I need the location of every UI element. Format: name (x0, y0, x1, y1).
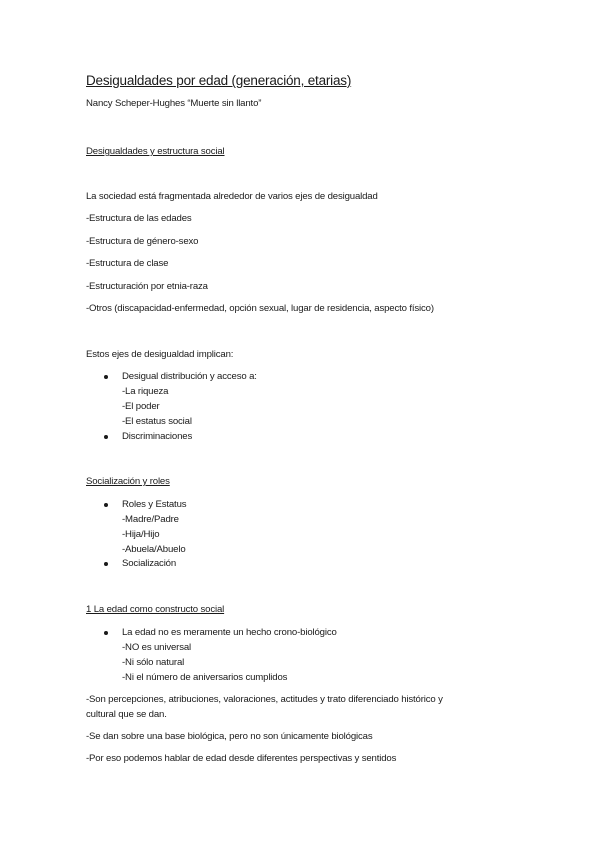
author-line: Nancy Scheper-Hughes “Muerte sin llanto” (86, 98, 262, 109)
sub-item: -El poder (122, 401, 160, 412)
sub-item: -La riqueza (122, 386, 169, 397)
bullet-item: La edad no es meramente un hecho crono-biológico (122, 627, 337, 638)
list-item: -Estructuración por etnia-raza (86, 281, 208, 292)
section-heading-edad: 1 La edad como constructo social (86, 604, 225, 615)
bullet-item: Socialización (122, 558, 177, 569)
bullet-icon (104, 631, 108, 635)
bullet-item: Discriminaciones (122, 431, 193, 442)
list-item: -Otros (discapacidad-enfermedad, opción sexual, lugar de residencia, aspecto físico) (86, 303, 434, 314)
paragraph-implican: Estos ejes de desigualdad implican: (86, 349, 234, 360)
paragraph-line: -Son percepciones, atribuciones, valoraciones, actitudes y trato diferenciado histórico y (86, 694, 443, 705)
bullet-icon (104, 435, 108, 439)
sub-item: -NO es universal (122, 642, 192, 653)
list-item: -Estructura de clase (86, 258, 169, 269)
bullet-item: Desigual distribución y acceso a: (122, 371, 257, 382)
section-heading-desigualdades: Desigualdades y estructura social (86, 146, 225, 157)
sub-item: -Hija/Hijo (122, 529, 160, 540)
sub-item: -Abuela/Abuelo (122, 544, 186, 555)
sub-item: -Madre/Padre (122, 514, 179, 525)
paragraph-line: -Se dan sobre una base biológica, pero no son únicamente biológicas (86, 731, 373, 742)
bullet-icon (104, 503, 108, 507)
paragraph-line: cultural que se dan. (86, 709, 167, 720)
sub-item: -Ni el número de aniversarios cumplidos (122, 672, 288, 683)
list-item: -Estructura de las edades (86, 213, 192, 224)
bullet-item: Roles y Estatus (122, 499, 187, 510)
paragraph-line: -Por eso podemos hablar de edad desde diferentes perspectivas y sentidos (86, 753, 397, 764)
sub-item: -El estatus social (122, 416, 192, 427)
document-title: Desigualdades por edad (generación, etarias) (86, 73, 352, 88)
bullet-icon (104, 375, 108, 379)
section-heading-socializacion: Socialización y roles (86, 476, 170, 487)
bullet-icon (104, 562, 108, 566)
paragraph-intro: La sociedad está fragmentada alrededor de varios ejes de desigualdad (86, 191, 378, 202)
sub-item: -Ni sólo natural (122, 657, 185, 668)
list-item: -Estructura de género-sexo (86, 236, 199, 247)
